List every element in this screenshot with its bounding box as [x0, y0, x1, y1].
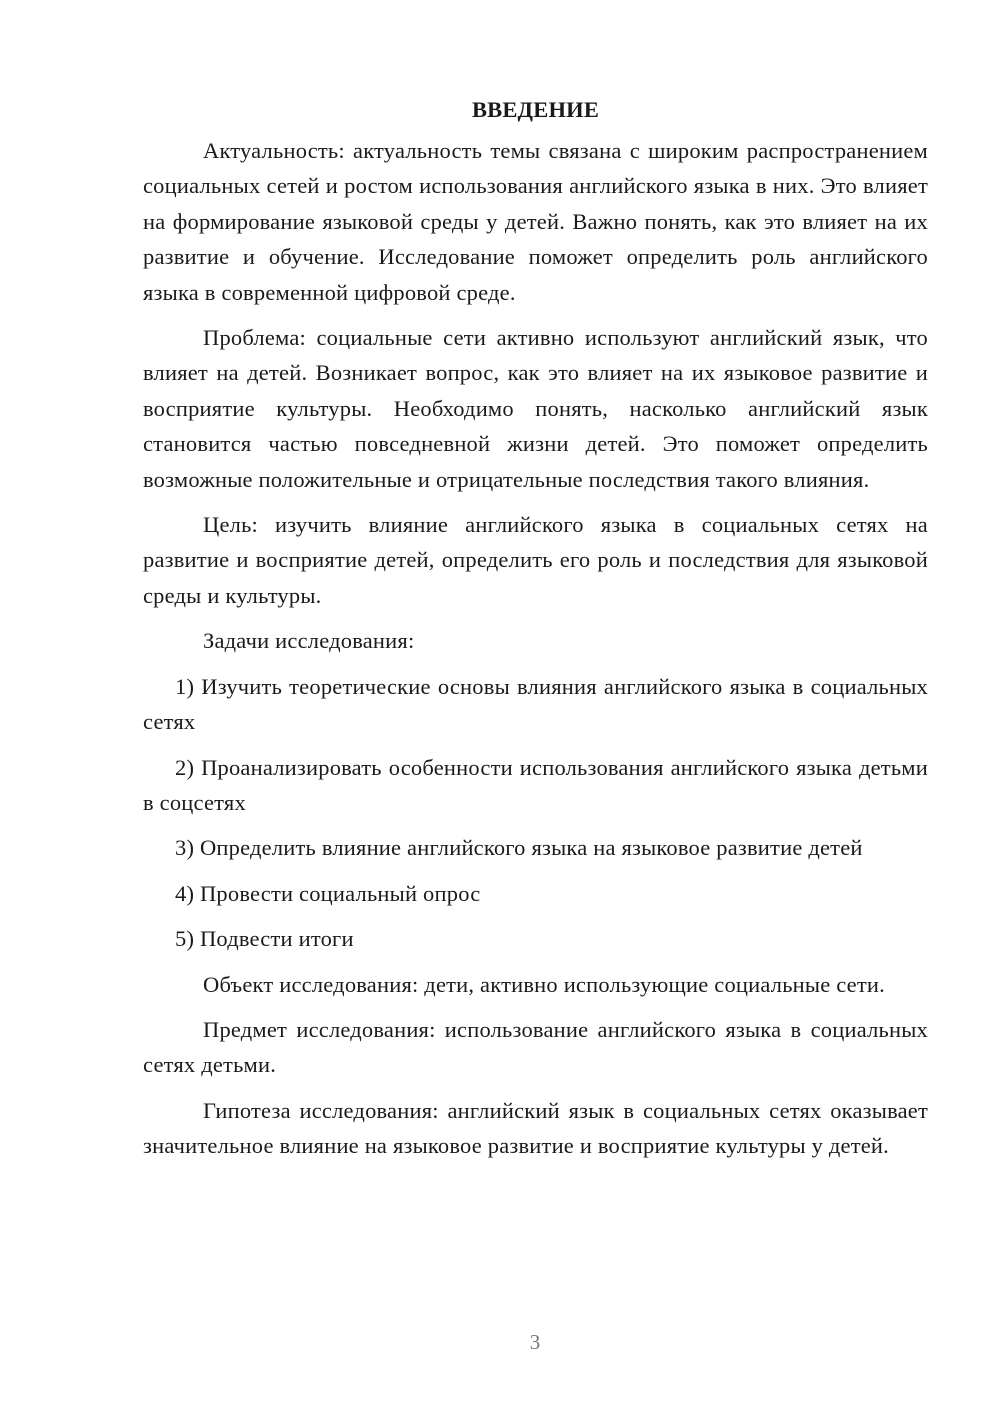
tasks-list	[143, 669, 928, 957]
task-item-3: 3) Определить влияние английского языка на языковое развитие детей	[175, 835, 863, 861]
task-item-4: 4) Провести социальный опрос	[175, 880, 481, 906]
task-item-5: 5) Подвести итоги	[175, 926, 354, 952]
page-number: 3	[529, 1330, 541, 1354]
hypothesis-paragraph: Гипотеза исследования: английский язык в социальных сетях оказывает значительное влияние на языковое развитие и восприятие культуры у детей.	[143, 1097, 928, 1159]
problem-paragraph: Проблема: социальные сети активно используют английский язык, что влияет на детей. Возникает вопрос, как это влияет на их языковое развитие и восприятие культуры. Необходимо понять, насколько английский язык становится частью повседневной жизни детей. Это поможет определить возможные положительные и отрицательные последствия такого влияния.	[143, 325, 928, 492]
section-title: ВВЕДЕНИЕ	[471, 97, 600, 122]
goal-paragraph: Цель: изучить влияние английского языка в социальных сетях на развитие и восприятие детей, определить его роль и последствия для языковой среды и культуры.	[143, 512, 928, 608]
document-page	[143, 90, 928, 1164]
tasks-heading: Задачи исследования:	[203, 628, 415, 654]
object-paragraph: Объект исследования: дети, активно использующие социальные сети.	[203, 971, 885, 997]
task-item-1: 1) Изучить теоретические основы влияния английского языка в социальных сетях	[143, 673, 928, 735]
task-item-2: 2) Проанализировать особенности использования английского языка детьми в соцсетях	[143, 754, 928, 815]
relevance-paragraph: Актуальность: актуальность темы связана с широким распространением социальных сетей и ростом использования английского языка в них. Это влияет на формирование языковой среды у детей. Важно понять, как это влияет на их развитие и обучение. Исследование поможет определить роль английского языка в современной цифровой среде.	[143, 138, 928, 305]
subject-paragraph: Предмет исследования: использование английского языка в социальных сетях детьми.	[143, 1016, 928, 1078]
